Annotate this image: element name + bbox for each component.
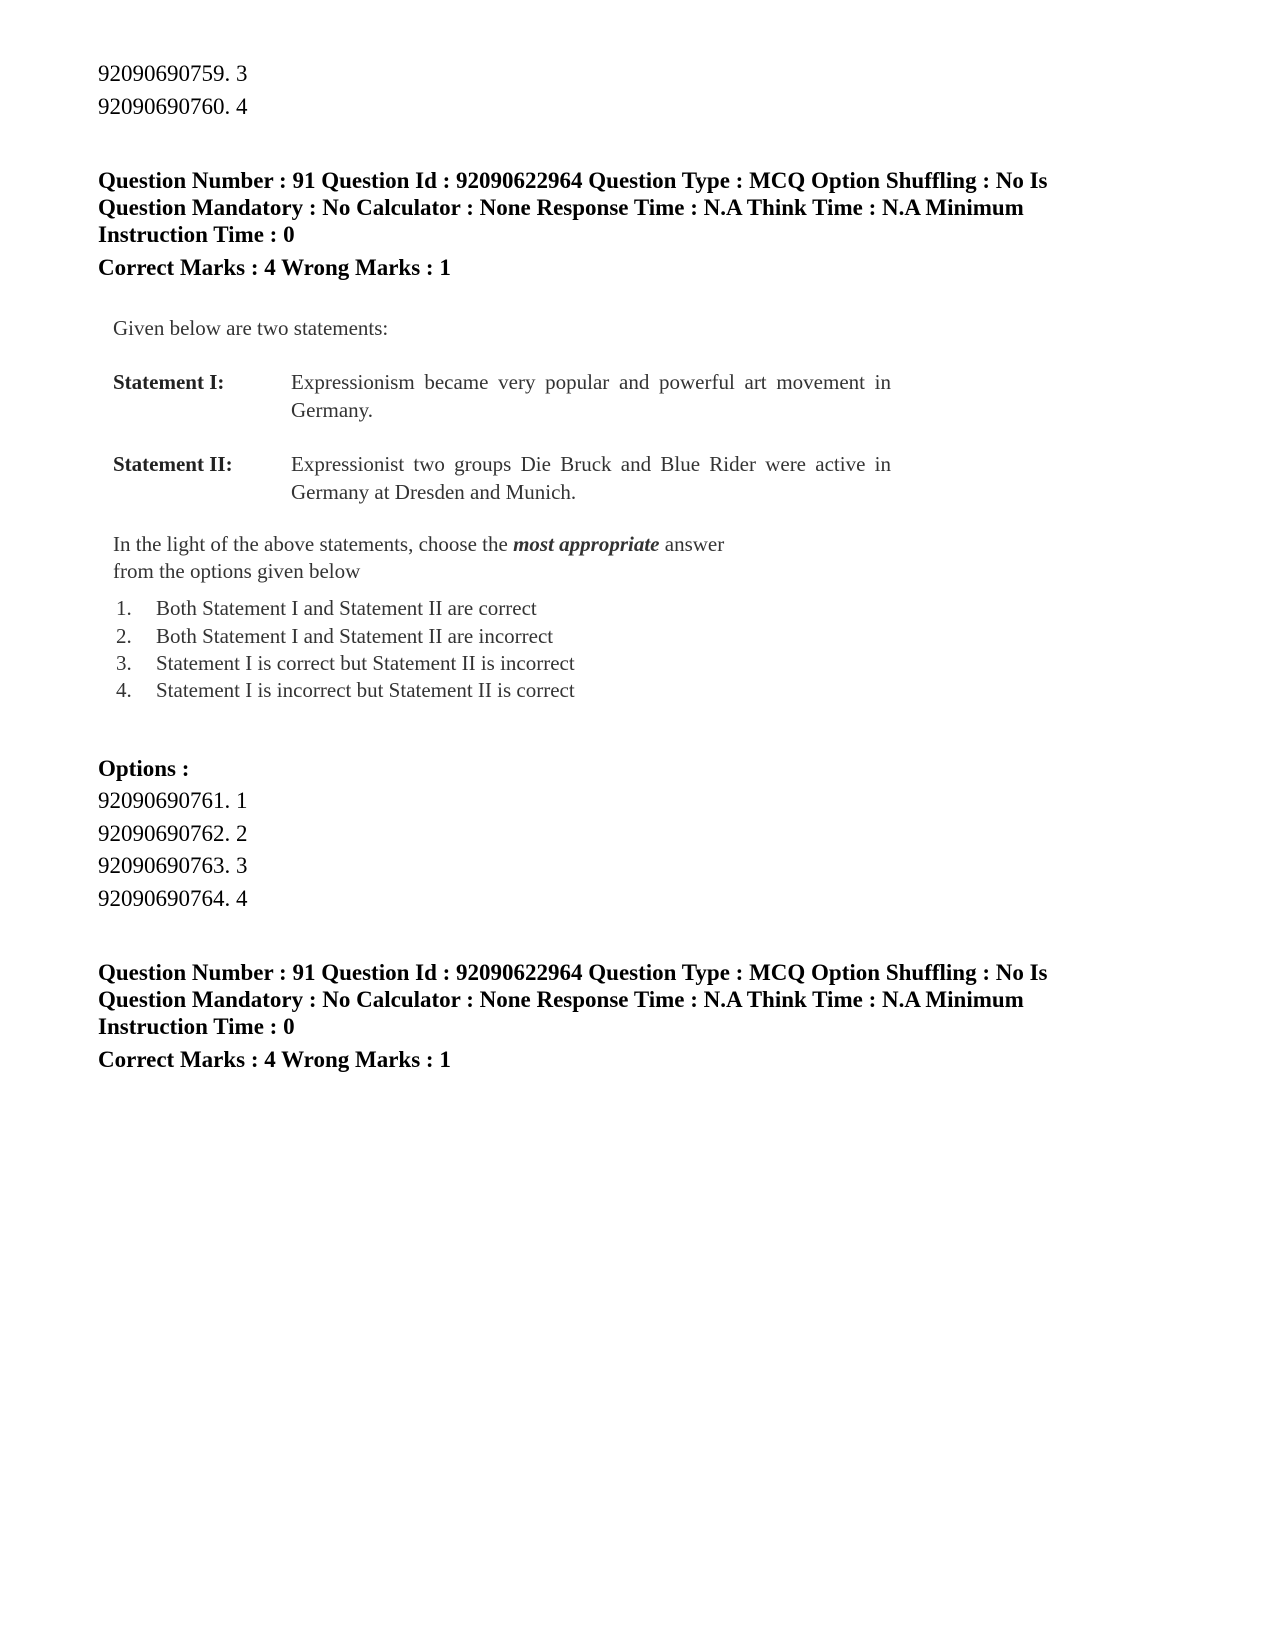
question-marks: Correct Marks : 4 Wrong Marks : 1 (98, 255, 451, 280)
question-intro: Given below are two statements: (113, 316, 389, 340)
options-label: Options : (98, 756, 190, 781)
option-item: 92090690763. 3 (98, 853, 248, 878)
choice-text: Statement I is incorrect but Statement II is correct (156, 678, 575, 702)
option-item: 92090690764. 4 (98, 886, 248, 911)
instruction-pre: In the light of the above statements, choose the (113, 532, 514, 556)
question-header-line-1: Question Number : 91 Question Id : 92090622964 Question Type : MCQ Option Shuffling : No Is (98, 960, 1048, 985)
statement-1-text: Expressionism became very popular and powerful art movement in Germany. (291, 370, 891, 422)
instruction-post: answer (659, 532, 725, 556)
choice-number: 2. (116, 624, 132, 648)
prev-option-4: 92090690760. 4 (98, 94, 248, 119)
choice-number: 4. (116, 678, 132, 702)
instruction-emphasis: most appropriate (513, 532, 660, 556)
choice-text: Both Statement I and Statement II are correct (156, 596, 537, 620)
instruction-line-2: from the options given below (113, 559, 361, 583)
prev-option-3: 92090690759. 3 (98, 61, 248, 86)
question-header-line-2: Question Mandatory : No Calculator : None Response Time : N.A Think Time : N.A Minimum (98, 195, 1024, 220)
choice-text: Statement I is correct but Statement II is incorrect (156, 651, 575, 675)
option-item: 92090690762. 2 (98, 821, 248, 846)
question-image (98, 312, 918, 732)
choice-text: Both Statement I and Statement II are incorrect (156, 624, 554, 648)
instruction-line-1 (113, 530, 724, 558)
question-header-line-3: Instruction Time : 0 (98, 222, 295, 247)
question-marks: Correct Marks : 4 Wrong Marks : 1 (98, 1047, 451, 1072)
statement-2-label: Statement II: (113, 452, 233, 476)
option-item: 92090690761. 1 (98, 788, 248, 813)
choice-number: 3. (116, 651, 132, 675)
question-header-line-3: Instruction Time : 0 (98, 1014, 295, 1039)
statement-1-label: Statement I: (113, 370, 225, 394)
statement-2-text: Expressionist two groups Die Bruck and Blue Rider were active in Germany at Dresden and Munich. (291, 452, 891, 504)
question-header-line-1: Question Number : 91 Question Id : 92090622964 Question Type : MCQ Option Shuffling : No Is (98, 168, 1048, 193)
choice-number: 1. (116, 596, 132, 620)
question-header-line-2: Question Mandatory : No Calculator : None Response Time : N.A Think Time : N.A Minimum (98, 987, 1024, 1012)
